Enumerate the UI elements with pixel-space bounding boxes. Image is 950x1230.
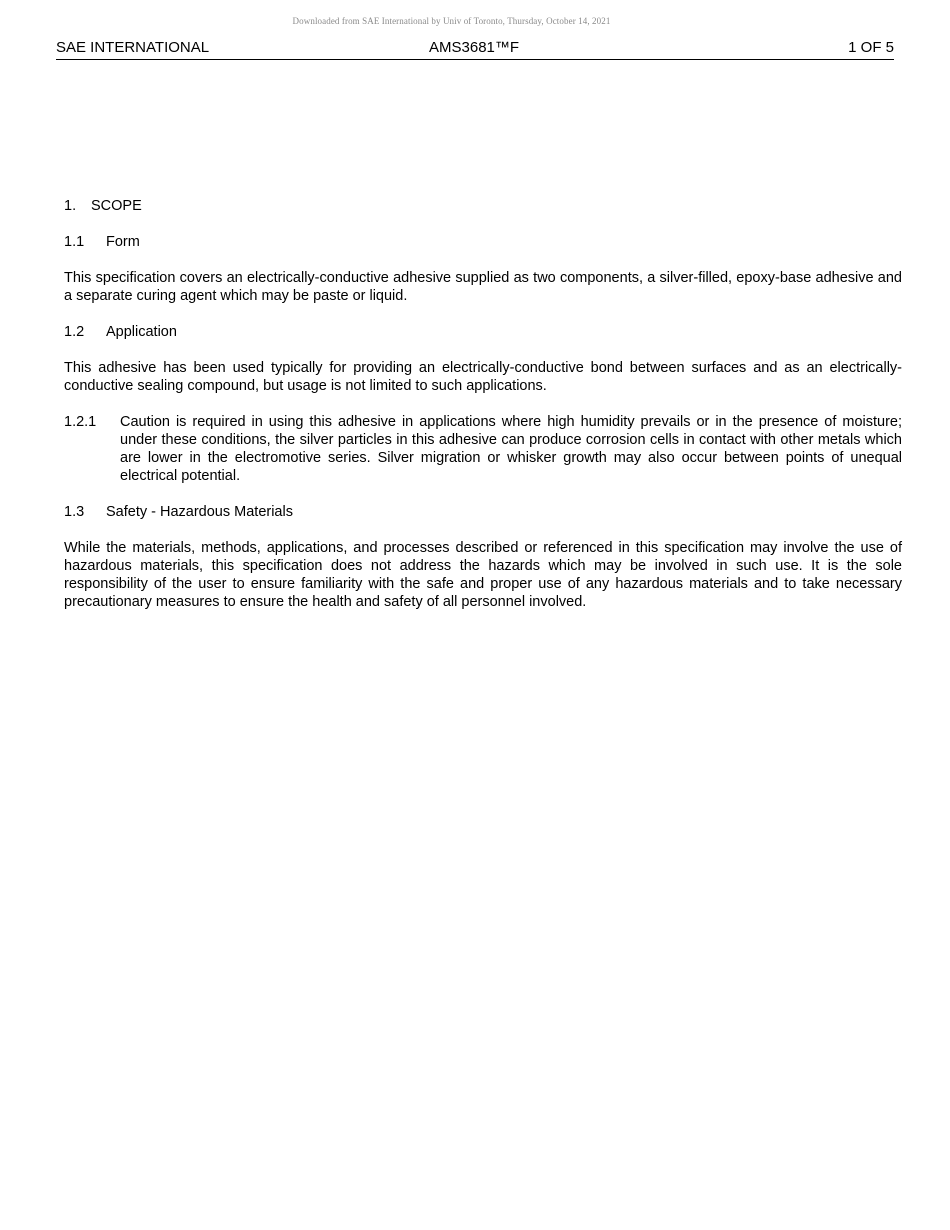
subsection-caution [64, 413, 902, 485]
section-title: Application [106, 324, 177, 340]
section-heading-safety [64, 503, 902, 521]
header-organization: SAE INTERNATIONAL [56, 39, 210, 56]
document-body [64, 197, 902, 629]
paragraph-application: This adhesive has been used typically for providing an electrically-conductive bond between surfaces and as an electrically-conductive sealing compound, but usage is not limited to such applications. [64, 360, 902, 394]
section-title: Form [106, 234, 140, 250]
section-number: 1.1 [64, 234, 85, 250]
paragraph-caution: Caution is required in using this adhesive in applications where high humidity prevails or in the presence of moisture; under these conditions, the silver particles in this adhesive can produce corrosion cells in contact with other metals which are lower in the electromotive series. Silver migration or whisker growth may also occur between points of unequal electrical potential. [120, 414, 902, 484]
section-heading-application [64, 323, 902, 341]
paragraph-safety: While the materials, methods, applications, and processes described or referenced in this specification may involve the use of hazardous materials, this specification does not address the hazards which may be involved in such use. It is the sole responsibility of the user to ensure familiarity with the safe and proper use of any hazardous materials and to take necessary precautionary measures to ensure the health and safety of all personnel involved. [64, 540, 902, 610]
paragraph-form: This specification covers an electrically-conductive adhesive supplied as two components, a silver-filled, epoxy-base adhesive and a separate curing agent which may be paste or liquid. [64, 270, 902, 304]
section-number: 1. [64, 198, 77, 214]
header-document-id: AMS3681™F [429, 39, 520, 56]
section-number: 1.2.1 [64, 414, 97, 430]
download-watermark: Downloaded from SAE International by Univ of Toronto, Thursday, October 14, 2021 [292, 16, 611, 26]
section-number: 1.3 [64, 504, 85, 520]
section-title: SCOPE [91, 198, 142, 214]
section-heading-form [64, 233, 902, 251]
header-page-number: 1 OF 5 [848, 39, 894, 56]
section-title: Safety - Hazardous Materials [106, 504, 293, 520]
section-number: 1.2 [64, 324, 85, 340]
section-heading-scope [64, 197, 902, 215]
page-header [56, 38, 894, 60]
